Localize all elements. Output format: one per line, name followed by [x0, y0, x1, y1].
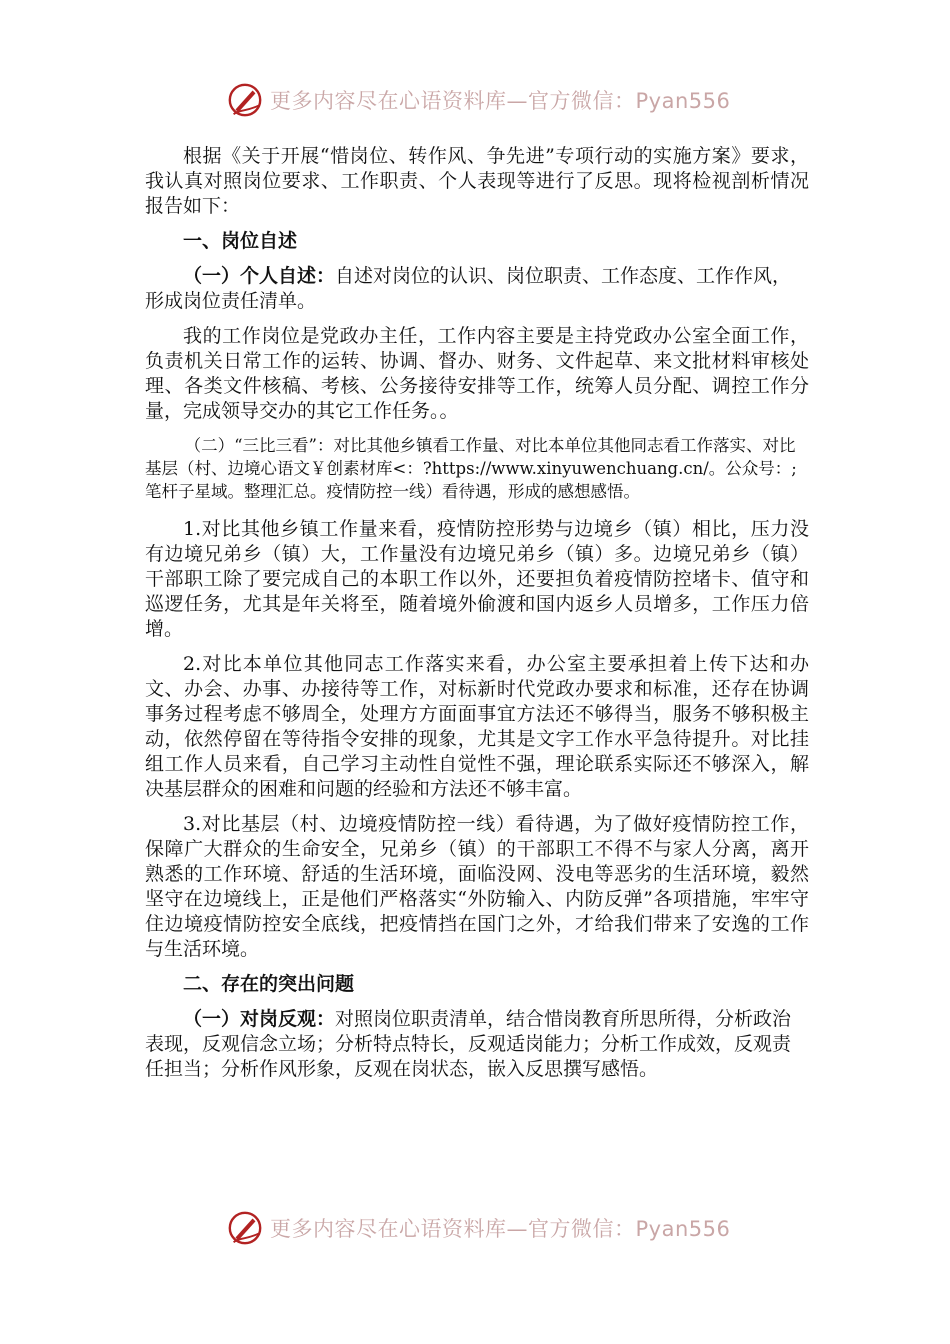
section2-sub1 [145, 1007, 809, 1082]
footer-banner [226, 1208, 746, 1248]
sub1-label: （一）个人自述： [183, 265, 336, 287]
section2-heading: 二、存在的突出问题 [183, 973, 355, 995]
comparison-item-3: 3.对比基层（村、边境疫情防控一线）看待遇，为了做好疫情防控工作，保障广大群众的生命安全，兄弟乡（镇）的干部职工不得不与家人分离，离开熟悉的工作环境、舒适的生活环境，面临没网、没电等恶劣的生活环境，毅然坚守在边境线上，正是他们严格落实“外防输入、内防反弹”各项措施，牢牢守住边境疫情防控安全底线，把疫情挡在国门之外，才给我们带来了安逸的工作与生活环境。 [145, 813, 809, 960]
header-banner [226, 80, 746, 120]
job-description-paragraph: 我的工作岗位是党政办主任，工作内容主要是主持党政办公室全面工作，负责机关日常工作的运转、协调、督办、财务、文件起草、来文批材料审核处理、各类文件核稿、考核、公务接待安排等工作，统筹人员分配、调控工作分量，完成领导交办的其它工作任务。。 [145, 325, 809, 422]
pen-logo-icon [226, 81, 264, 119]
banner-text: 更多内容尽在心语资料库—官方微信：Pyan556 [270, 89, 731, 113]
comparison-item-2: 2.对比本单位其他同志工作落实来看，办公室主要承担着上传下达和办文、办会、办事、办接待等工作，对标新时代党政办要求和标准，还存在协调事务过程考虑不够周全，处理方方面面事宜方法还不够得当，服务不够积极主动，依然停留在等待指令安排的现象，尤其是文字工作水平急待提升。对比挂组工作人员来看，自己学习主动性自觉性不强，理论联系实际还不够深入，解决基层群众的困难和问题的经验和方法还不够丰富。 [145, 653, 809, 800]
section1-sub1 [145, 264, 809, 314]
section1-sub2: （二）“三比三看”：对比其他乡镇看工作量、对比本单位其他同志看工作落实、对比基层（村、边境心语文￥创素材库<：?https://www.xinyuwenchuang.cn/。公众号：;笔杆子星域。整理汇总。疫情防控一线）看待遇，形成的感想感悟。 [145, 436, 797, 501]
section2-sub1-label: （一）对岗反观： [183, 1008, 336, 1030]
section2-sub1-text: 对照岗位职责清单，结合惜岗教育所思所得，分析政治表现，反观信念立场；分析特点特长，反观适岗能力；分析工作成效，反观责任担当；分析作风形象，反观在岗状态，嵌入反思撰写感悟。 [145, 1008, 792, 1080]
document-body [145, 144, 809, 1092]
comparison-item-1: 1.对比其他乡镇工作量来看，疫情防控形势与边境乡（镇）相比，压力没有边境兄弟乡（镇）大，工作量没有边境兄弟乡（镇）多。边境兄弟乡（镇）干部职工除了要完成自己的本职工作以外，还要担负着疫情防控堵卡、值守和巡逻任务，尤其是年关将至，随着境外偷渡和国内返乡人员增多，工作压力倍增。 [145, 518, 809, 640]
banner-text: 更多内容尽在心语资料库—官方微信：Pyan556 [270, 1217, 731, 1241]
sub1-text: 自述对岗位的认识、岗位职责、工作态度、工作作风，形成岗位责任清单。 [145, 265, 792, 312]
pen-logo-icon [226, 1209, 264, 1247]
intro-paragraph: 根据《关于开展“惜岗位、转作风、争先进”专项行动的实施方案》要求，我认真对照岗位要求、工作职责、个人表现等进行了反思。现将检视剖析情况报告如下： [145, 145, 809, 217]
section1-heading: 一、岗位自述 [183, 230, 298, 252]
